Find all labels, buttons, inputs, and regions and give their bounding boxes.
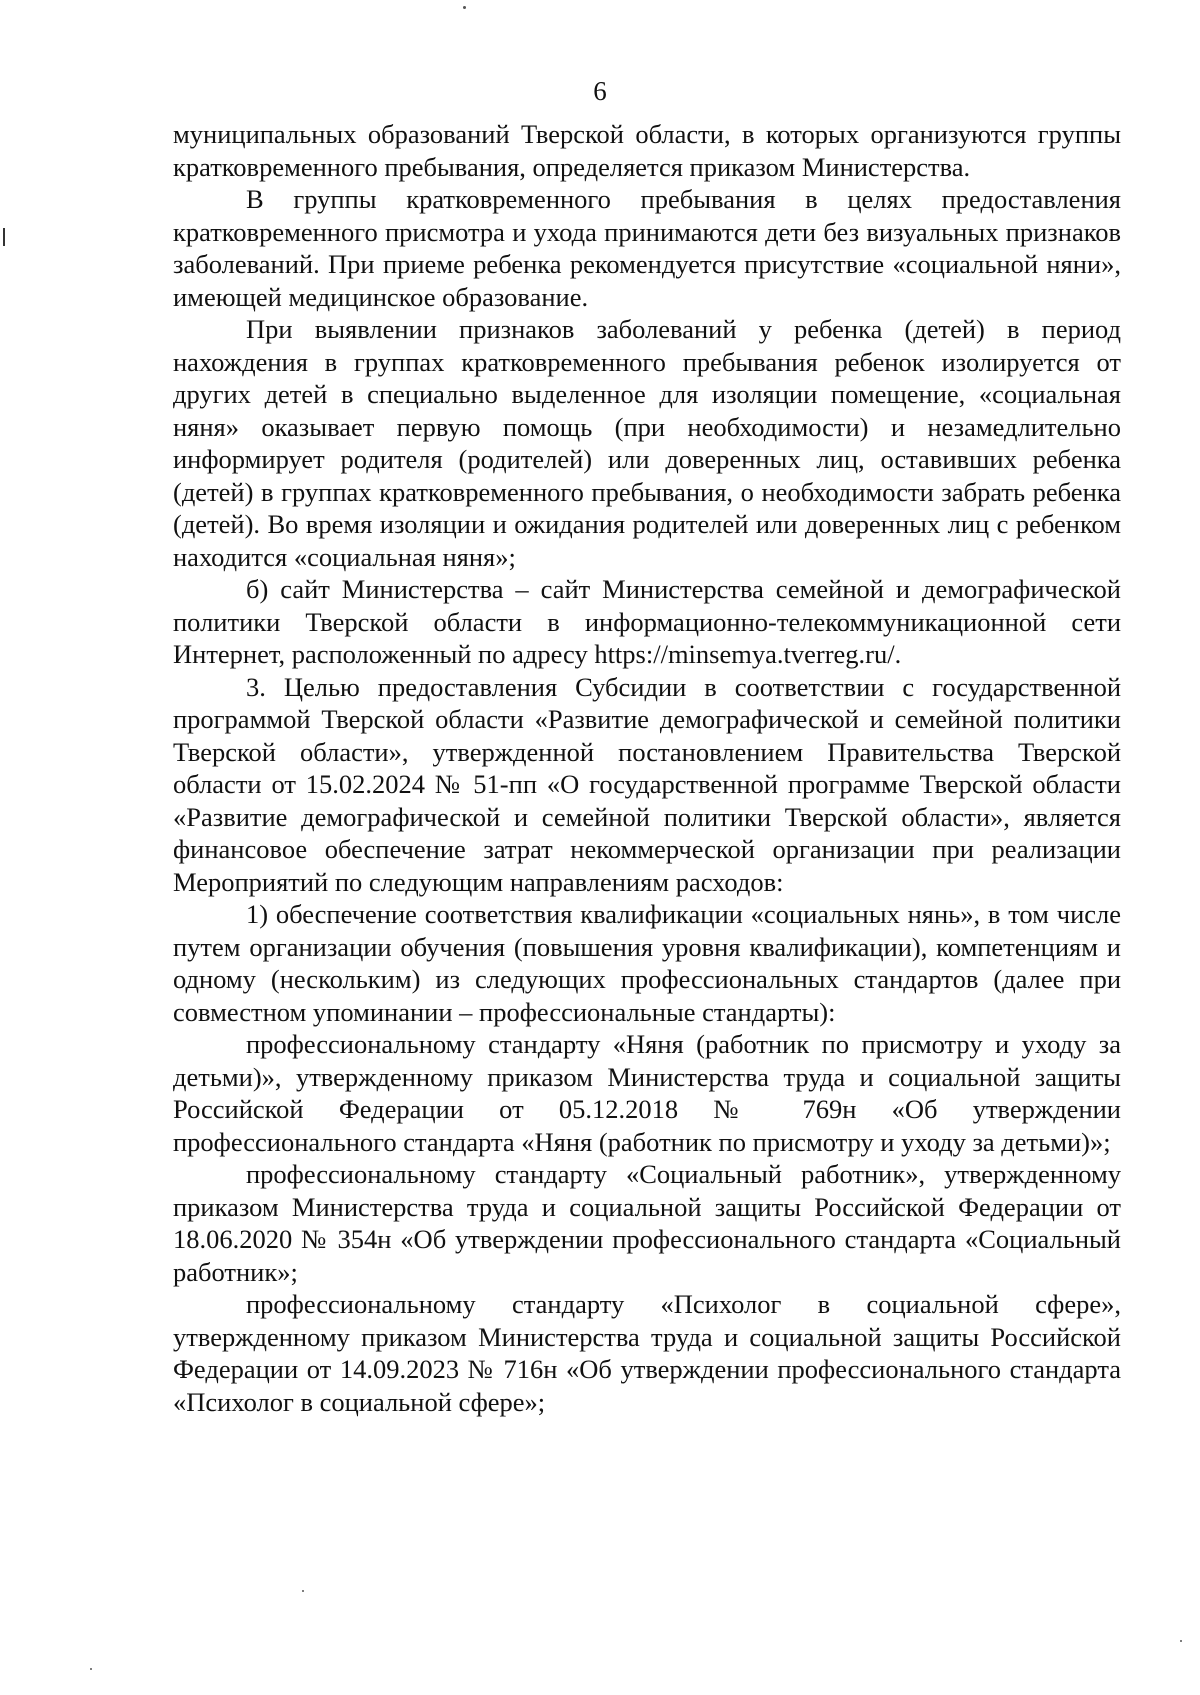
page-number: 6	[593, 76, 607, 106]
paragraph-standard-social-worker: профессиональному стандарту «Социальный работник», утвержденному приказом Министерства труда и социальной защиты Российской Федерации от 18.06.2020 № 354н «Об утверждении профессионального стандарта «Социальный работник»;	[173, 1159, 1121, 1287]
paragraph-subsidy-purpose: 3. Целью предоставления Субсидии в соответствии с государственной программой Тверской области «Развитие демографической и семейной политики Тверской области», утвержденной постановлением Правительства Тверской области от 15.02.2024 № 51-пп «О государственной программе Тверской области «Развитие демографической и семейной политики Тверской области», является финансовое обеспечение затрат некоммерческой организации при реализации Мероприятий по следующим направлениям расходов:	[173, 671, 1121, 897]
paragraph-standard-psychologist: профессиональному стандарту «Психолог в социальной сфере», утвержденному приказом Министерства труда и социальной защиты Российской Федерации от 14.09.2023 № 716н «Об утверждении профессионального стандарта «Психолог в социальной сфере»;	[173, 1289, 1121, 1417]
scan-speck	[1180, 1640, 1182, 1642]
paragraph-standard-nanny: профессиональному стандарту «Няня (работник по присмотру и уходу за детьми)», утвержденному приказом Министерства труда и социальной защиты Российской Федерации от 05.12.2018 № 769н «Об утверждении профессионального стандарта «Няня (работник по присмотру и уходу за детьми)»;	[173, 1029, 1121, 1157]
paragraph-illness-detection: При выявлении признаков заболеваний у ребенка (детей) в период нахождения в группах кратковременного пребывания ребенок изолируется от других детей в специально выделенное для изоляции помещение, «социальная няня» оказывает первую помощь (при необходимости) и незамедлительно информирует родителя (родителей) или доверенных лиц, оставивших ребенка (детей) в группах кратковременного пребывания, о необходимости забрать ребенка (детей). Во время изоляции и ожидания родителей или доверенных лиц с ребенком находится «социальная няня»;	[173, 314, 1121, 572]
document-body	[173, 118, 1121, 1418]
paragraph-admission: В группы кратковременного пребывания в целях предоставления кратковременного присмотра и ухода принимаются дети без визуальных признаков заболеваний. При приеме ребенка рекомендуется присутствие «социальной няни», имеющей медицинское образование.	[173, 184, 1121, 312]
scan-margin-mark	[3, 228, 5, 246]
paragraph-qualification-compliance: 1) обеспечение соответствия квалификации «социальных нянь», в том числе путем организации обучения (повышения уровня квалификации), компетенциям и одному (нескольким) из следующих профессиональных стандартов (далее при совместном упоминании – профессиональные стандарты):	[173, 899, 1121, 1027]
scan-speck	[463, 6, 466, 9]
scan-speck	[90, 1668, 92, 1670]
scan-speck	[302, 1590, 304, 1592]
paragraph-continuation: муниципальных образований Тверской области, в которых организуются группы кратковременного пребывания, определяется приказом Министерства.	[173, 119, 1121, 182]
paragraph-ministry-website: б) сайт Министерства – сайт Министерства семейной и демографической политики Тверской области в информационно-телекоммуникационной сети Интернет, расположенный по адресу https://minsemya.tverreg.ru/.	[173, 574, 1121, 669]
